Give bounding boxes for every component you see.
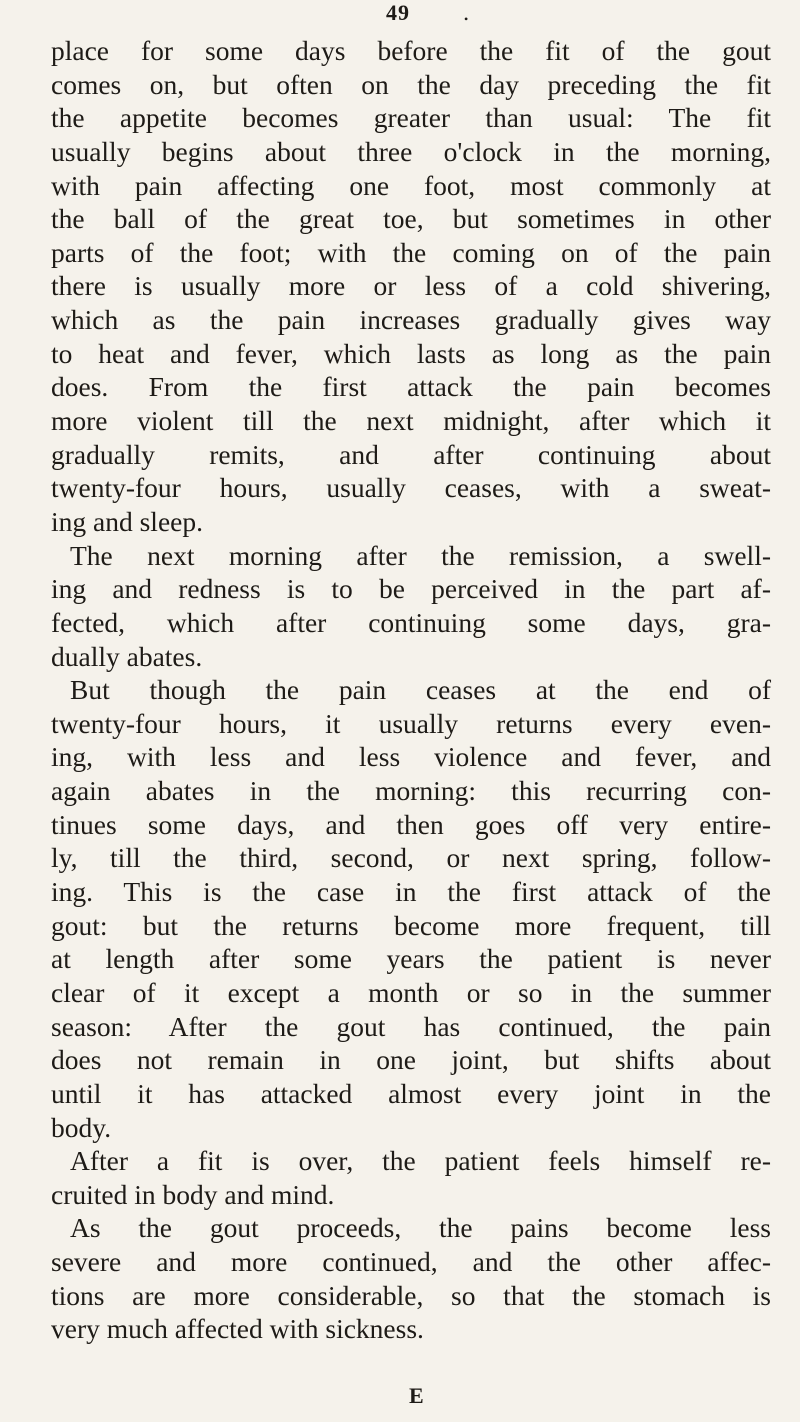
text-line: the ball of the great toe, but sometimes in other [51, 203, 771, 235]
text-line: to heat and fever, which lasts as long as the pain [51, 337, 771, 369]
page-mark: • [464, 12, 469, 26]
text-line: severe and more continued, and the other affec- [51, 1246, 771, 1278]
text-line: twenty-four hours, usually ceases, with a sweat- [51, 472, 771, 504]
text-line: ing. This is the case in the first attack of the [51, 876, 771, 908]
text-line: gout: but the returns become more frequent, till [51, 909, 771, 941]
text-line: tions are more considerable, so that the stomach is [51, 1279, 771, 1311]
body-text [51, 34, 771, 1346]
text-line: season: After the gout has continued, the pain [51, 1010, 771, 1042]
text-line: at length after some years the patient is never [51, 943, 771, 975]
text-line: ing and redness is to be perceived in the part af- [51, 573, 771, 605]
text-line: place for some days before the fit of the gout [51, 35, 771, 66]
text-line: does not remain in one joint, but shifts about [51, 1044, 771, 1076]
text-line: until it has attacked almost every joint in the [51, 1077, 771, 1109]
text-line: dually abates. [51, 640, 203, 672]
signature-mark: E [409, 1383, 424, 1408]
text-line: tinues some days, and then goes off very entire- [51, 808, 771, 840]
text-line: which as the pain increases gradually gives way [51, 304, 771, 336]
text-line: more violent till the next midnight, after which it [51, 405, 771, 437]
text-line: gradually remits, and after continuing about [51, 438, 771, 470]
text-line: As the gout proceeds, the pains become less [70, 1212, 771, 1244]
text-line: comes on, but often on the day preceding the fit [51, 68, 771, 100]
text-line: cruited in body and mind. [51, 1178, 335, 1210]
text-line: After a fit is over, the patient feels himself re- [70, 1145, 771, 1177]
text-line: usually begins about three o'clock in the morning, [51, 135, 771, 167]
text-line: the appetite becomes greater than usual: The fit [51, 102, 771, 134]
text-line: clear of it except a month or so in the summer [51, 976, 771, 1008]
text-line: ly, till the third, second, or next spring, follow- [51, 842, 771, 874]
text-line: very much affected with sickness. [51, 1313, 424, 1345]
text-line: ing, with less and less violence and fever, and [51, 741, 771, 773]
text-line: with pain affecting one foot, most commonly at [51, 169, 771, 201]
text-line: parts of the foot; with the coming on of the pain [51, 236, 771, 268]
text-line: again abates in the morning: this recurring con- [51, 775, 771, 807]
text-line: fected, which after continuing some days, gra- [51, 606, 771, 638]
page-number: 49 [386, 0, 410, 25]
text-line: twenty-four hours, it usually returns every even- [51, 707, 771, 739]
text-line: there is usually more or less of a cold shivering, [51, 270, 771, 302]
text-line: The next morning after the remission, a swell- [70, 539, 771, 571]
text-line: body. [51, 1111, 112, 1143]
text-line: does. From the first attack the pain becomes [51, 371, 771, 403]
text-line: But though the pain ceases at the end of [70, 674, 771, 706]
text-line: ing and sleep. [51, 505, 203, 537]
